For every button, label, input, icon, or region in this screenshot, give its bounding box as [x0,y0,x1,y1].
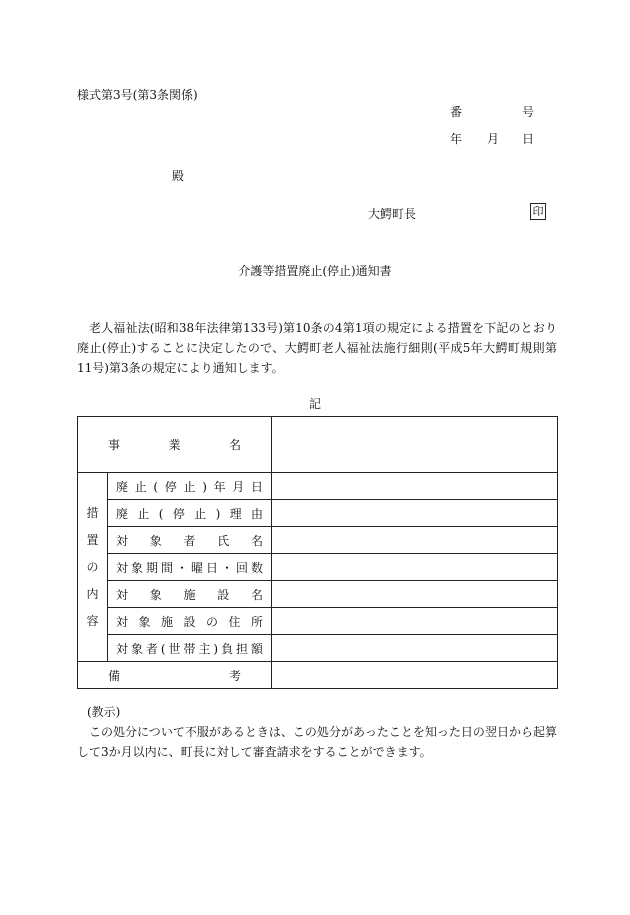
row-value [272,554,558,581]
row-label-abolition-reason: 廃止(停止)理由 [108,500,272,527]
date-day-label: 日 [522,132,535,146]
form-number: 様式第3号(第3条関係) [77,88,198,102]
table-row [78,635,558,662]
row-label-abolition-date: 廃止(停止)年月日 [108,473,272,500]
row-label-facility-name: 対象施設名 [108,581,272,608]
table-row [78,581,558,608]
document-title: 介護等措置廃止(停止)通知書 [238,264,392,278]
instruction-text: この処分について不服があるときは、この処分があったことを知った日の翌日から起算して3か月以内に、町長に対して審査請求をすることができます。 [77,725,557,759]
group-char: 措 [86,505,99,520]
row-value [272,473,558,500]
row-value [272,608,558,635]
date-year-label: 年 [450,132,463,146]
measure-content-group-label [78,473,108,662]
group-char: 内 [86,586,99,601]
addressee-honorific: 殿 [172,169,185,183]
ki-heading: 記 [308,397,321,411]
group-char: 容 [86,613,99,628]
row-value [272,500,558,527]
instruction-label: (教示) [87,705,121,719]
business-name-value [272,417,558,473]
body-paragraph: 老人福祉法(昭和38年法律第133号)第10条の4第1項の規定による措置を下記のとおり廃止(停止)することに決定したので、大鰐町老人福祉法施行細則(平成5年大鰐町規則第11号)第3条の規定により通知します。 [77,321,557,375]
table-row [78,500,558,527]
table-row [78,473,558,500]
table-row [78,608,558,635]
details-table [77,416,558,689]
remarks-label: 備考 [78,662,272,689]
remarks-value [272,662,558,689]
row-label-burden-amount: 対象者(世帯主)負担額 [108,635,272,662]
row-value [272,581,558,608]
group-char: の [86,559,99,574]
issuer-name: 大鰐町長 [368,207,417,221]
row-label-period: 対象期間・曜日・回数 [108,554,272,581]
number-suffix: 号 [522,105,535,119]
table-row [78,527,558,554]
business-name-label: 事業名 [78,417,272,473]
table-row [78,662,558,689]
table-row [78,554,558,581]
table-row [78,417,558,473]
number-label: 番 [450,105,463,119]
group-char: 置 [86,532,99,547]
row-label-subject-name: 対象者氏名 [108,527,272,554]
seal-stamp: 印 [530,203,546,220]
date-month-label: 月 [487,132,500,146]
row-value [272,635,558,662]
row-label-facility-address: 対象施設の住所 [108,608,272,635]
row-value [272,527,558,554]
